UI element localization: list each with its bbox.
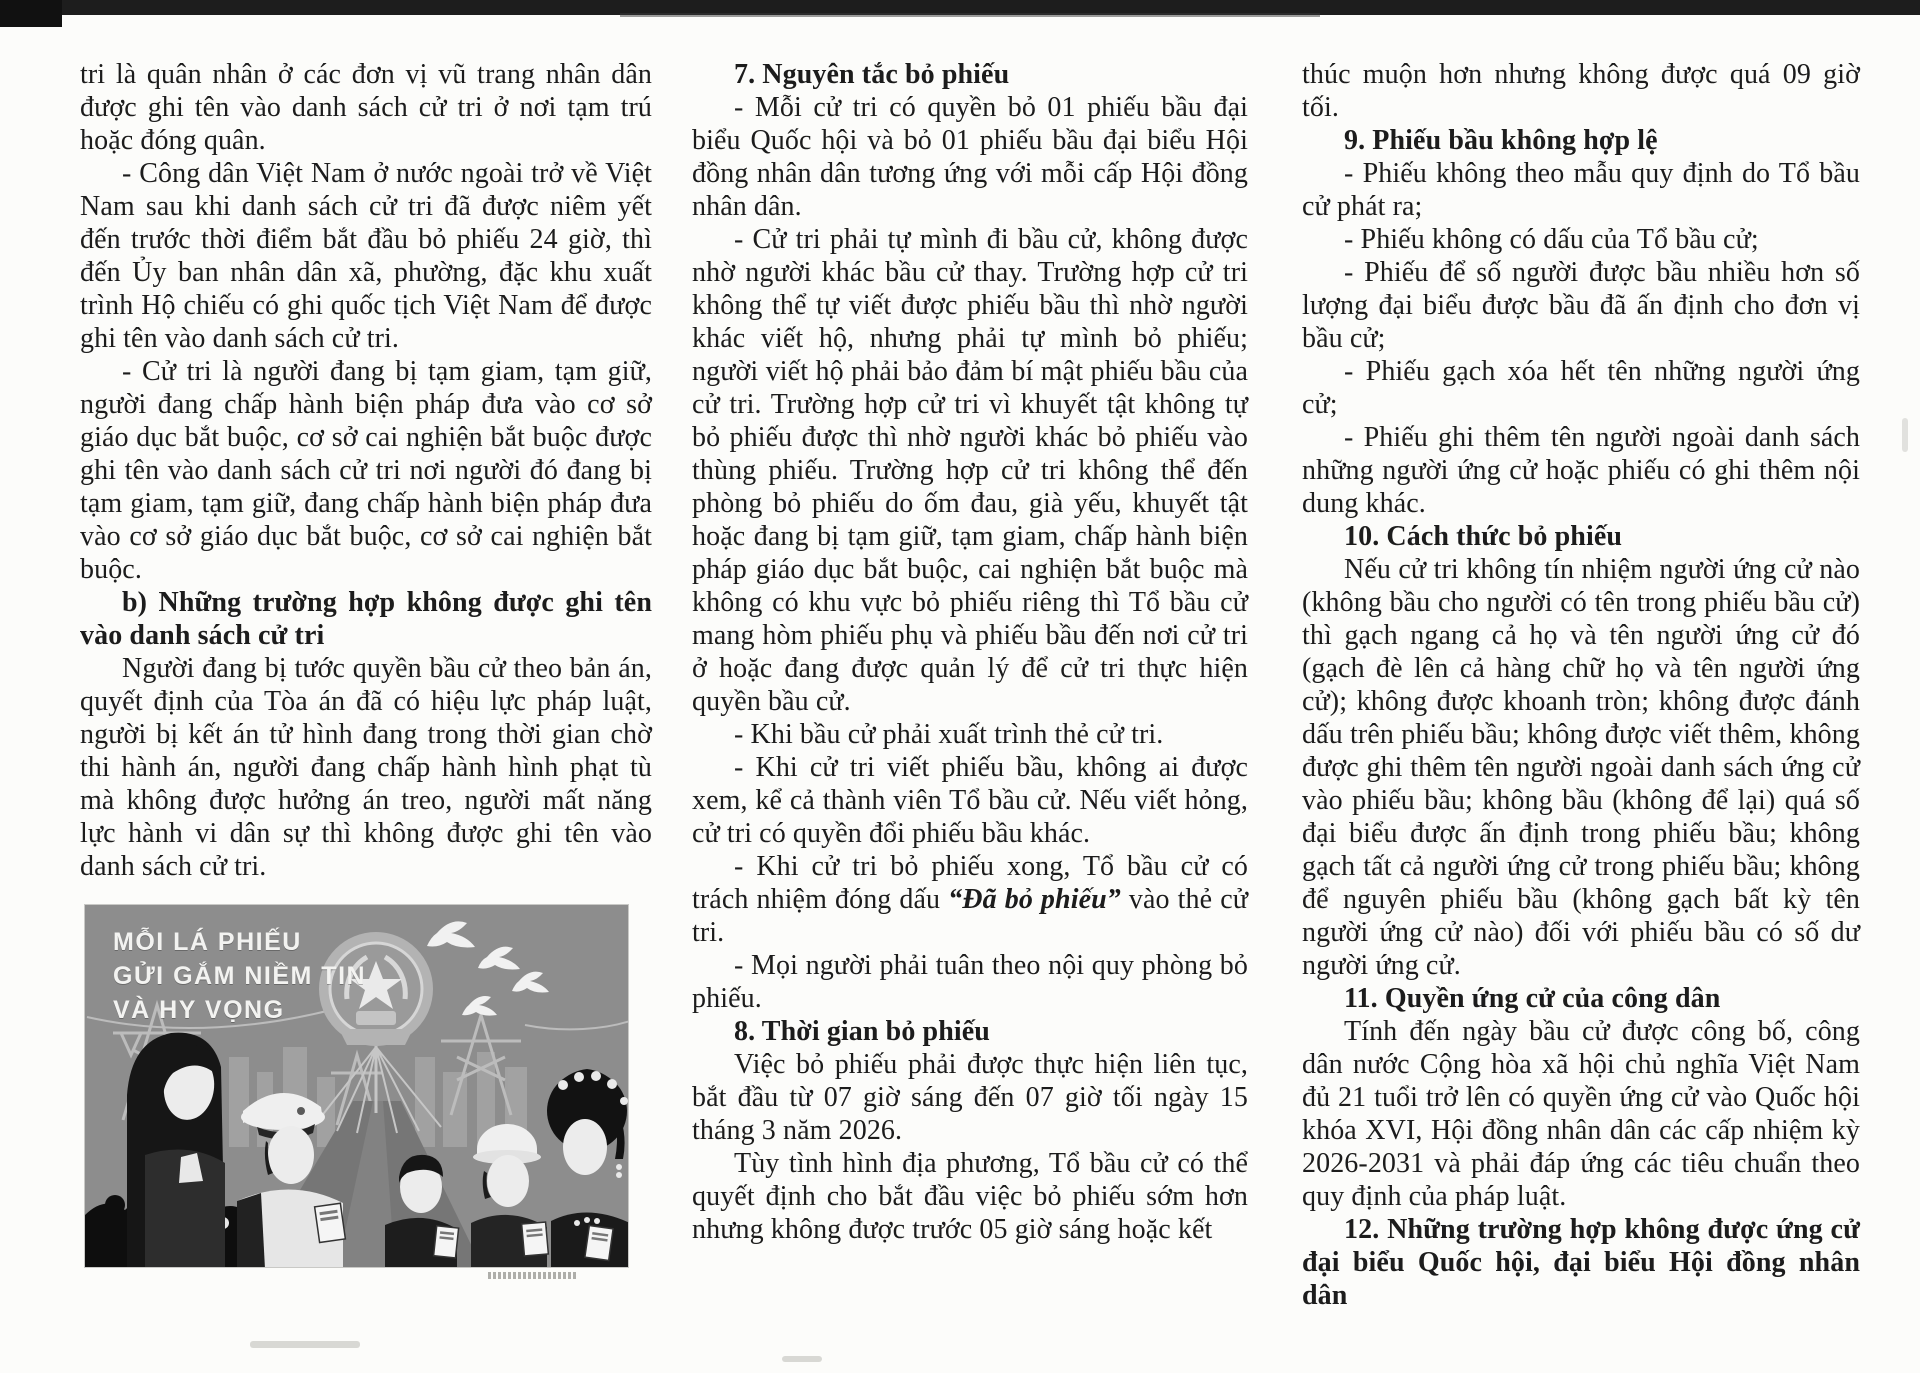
ballot-card (434, 1226, 459, 1258)
paragraph: - Khi cử tri viết phiếu bầu, không ai được xem, kể cả thành viên Tổ bầu cử. Nếu viết hỏng, cử tri có quyền đổi phiếu bầu khác. (692, 752, 1248, 849)
poster-slogan-line: GỬI GẮM NIỀM TIN (113, 962, 367, 990)
paragraph: - Khi bầu cử phải xuất trình thẻ cử tri. (734, 719, 1164, 750)
scan-smudge (782, 1356, 822, 1362)
paragraph: - Phiếu gạch xóa hết tên những người ứng cử; (1302, 356, 1860, 420)
paragraph: - Phiếu ghi thêm tên người ngoài danh sách những người ứng cử hoặc phiếu có ghi thêm nội dung khác. (1302, 422, 1860, 519)
heading-9-phieu-bau-khong-hop-le: 9. Phiếu bầu không hợp lệ (1344, 125, 1658, 156)
paragraph: Tùy tình hình địa phương, Tổ bầu cử có thể quyết định cho bắt đầu việc bỏ phiếu sớm hơn nhưng không được trước 05 giờ sáng hoặc kết (692, 1148, 1248, 1245)
scan-smudge (250, 1341, 360, 1348)
paragraph: thúc muộn hơn nhưng không được quá 09 giờ tối. (1302, 59, 1860, 123)
paragraph-text: - Khi cử tri bỏ phiếu xong, Tổ bầu cử có trách nhiệm đóng dấu (692, 851, 1248, 915)
poster-slogan-line: MỖI LÁ PHIẾU (113, 928, 302, 956)
paragraph: Người đang bị tước quyền bầu cử theo bản án, quyết định của Tòa án đã có hiệu lực pháp luật, người bị kết án tử hình đang trong thời gian chờ thi hành án, người đang chấp hành hình phạt tù mà không được hưởng án treo, người mất năng lực hành vi dân sự thì không được ghi tên vào danh sách cử tri. (80, 653, 652, 882)
poster-slogan-line: VÀ HY VỌNG (113, 996, 285, 1024)
paragraph: - Phiếu không có dấu của Tổ bầu cử; (1344, 224, 1759, 255)
paragraph: - Cử tri phải tự mình đi bầu cử, không được nhờ người khác bầu cử thay. Trường hợp cử tri không thể tự viết được phiếu bầu thì nhờ người khác viết hộ, nhưng phải tự mình bỏ phiếu; người viết hộ phải bảo đảm bí mật phiếu bầu của cử tri. Trường hợp cử tri vì khuyết tật không tự bỏ phiếu được thì nhờ người khác bỏ phiếu vào thùng phiếu. Trường hợp cử tri không thể đến phòng bỏ phiếu do ốm đau, già yếu, khuyết tật hoặc đang bị tạm giữ, tạm giam, chấp hành biện pháp giáo dục bắt buộc, cai nghiện bắt buộc mà không có khu vực bỏ phiếu riêng thì Tổ bầu cử mang hòm phiếu phụ và phiếu bầu đến nơi cử tri ở hoặc đang được quản lý để cử tri thực hiện quyền bầu cử. (692, 224, 1248, 717)
column-left (80, 58, 652, 883)
heading-12-khong-duoc-ung-cu: 12. Những trường hợp không được ứng cử đại biểu Quốc hội, đại biểu Hội đồng nhân dân (1302, 1214, 1860, 1311)
scan-smudge (1902, 418, 1908, 452)
scan-artifact-top-bar (0, 0, 1920, 15)
heading-10-cach-thuc-bo-phieu: 10. Cách thức bỏ phiếu (1344, 521, 1623, 552)
paragraph (692, 850, 1248, 949)
poster-slogan (113, 925, 366, 1027)
heading-7-nguyen-tac-bo-phieu: 7. Nguyên tắc bỏ phiếu (734, 59, 1010, 90)
paragraph: - Phiếu để số người được bầu nhiều hơn số lượng đại biểu được bầu đã ấn định cho đơn vị bầu cử; (1302, 257, 1860, 354)
poster-caption-illegible (488, 1272, 578, 1279)
paragraph: - Cử tri là người đang bị tạm giam, tạm giữ, người đang chấp hành biện pháp đưa vào cơ sở giáo dục bắt buộc, cơ sở cai nghiện bắt buộc được ghi tên vào danh sách cử tri nơi người đó đang bị tạm giam, tạm giữ, đang chấp hành biện pháp đưa vào cơ sở giáo dục bắt buộc, cơ sở cai nghiện bắt buộc. (80, 356, 652, 585)
paragraph: Việc bỏ phiếu phải được thực hiện liên tục, bắt đầu từ 07 giờ sáng đến 07 giờ tối ngày 15 tháng 3 năm 2026. (692, 1049, 1248, 1146)
paragraph: - Công dân Việt Nam ở nước ngoài trở về Việt Nam sau khi danh sách cử tri đã được niêm yết đến trước thời điểm bắt đầu bỏ phiếu 24 giờ, thì đến Ủy ban nhân dân xã, phường, đặc khu xuất trình Hộ chiếu có ghi quốc tịch Việt Nam để được ghi tên vào danh sách cử tri. (80, 158, 652, 354)
paragraph: tri là quân nhân ở các đơn vị vũ trang nhân dân được ghi tên vào danh sách cử tri ở nơi tạm trú hoặc đóng quân. (80, 59, 652, 156)
election-propaganda-poster (84, 904, 629, 1268)
figure-woman-long-hair (127, 1033, 225, 1268)
stamp-quote-da-bo-phieu: “Đã bỏ phiếu” (948, 884, 1121, 915)
paragraph: - Mỗi cử tri có quyền bỏ 01 phiếu bầu đại biểu Quốc hội và bỏ 01 phiếu bầu đại biểu Hội đồng nhân dân tương ứng với mỗi cấp Hội đồng nhân dân. (692, 92, 1248, 222)
ballot-card (315, 1203, 346, 1242)
heading-11-quyen-ung-cu: 11. Quyền ứng cử của công dân (1344, 983, 1721, 1014)
ballot-card (522, 1222, 549, 1256)
ballot-card (585, 1225, 613, 1260)
paragraph: - Mọi người phải tuân theo nội quy phòng bỏ phiếu. (692, 950, 1248, 1014)
heading-8-thoi-gian-bo-phieu: 8. Thời gian bỏ phiếu (734, 1016, 990, 1047)
paragraph: Tính đến ngày bầu cử được công bố, công dân nước Cộng hòa xã hội chủ nghĩa Việt Nam đủ 21 tuổi trở lên có quyền ứng cử vào Quốc hội khóa XVI, Hội đồng nhân dân các cấp nhiệm kỳ 2026-2031 và phải đáp ứng các tiêu chuẩn theo quy định của pháp luật. (1302, 1016, 1860, 1212)
column-middle (692, 58, 1248, 1246)
paragraph-text: vào thẻ cử tri. (692, 884, 1248, 948)
paragraph: Nếu cử tri không tín nhiệm người ứng cử nào (không bầu cho người có tên trong phiếu bầu cử) thì gạch ngang cả họ và tên người ứng cử đó (gạch đè lên cả hàng chữ họ và tên người ứng cử); không được khoanh tròn; không được đánh dấu trên phiếu bầu; không được viết thêm, không được ghi thêm tên người ngoài danh sách ứng cử vào phiếu bầu; không bầu (không để lại) quá số đại biểu được ấn định trong phiếu bầu; không gạch tất cả người ứng cử trong phiếu bầu; không để nguyên phiếu bầu (không gạch bất kỳ tên người ứng cử nào) đối với phiếu bầu có số dư người ứng cử. (1302, 554, 1860, 981)
paragraph: - Phiếu không theo mẫu quy định do Tổ bầu cử phát ra; (1302, 158, 1860, 222)
subheading-b-khong-duoc-ghi-ten: b) Những trường hợp không được ghi tên vào danh sách cử tri (80, 587, 652, 651)
column-right (1302, 58, 1860, 1312)
